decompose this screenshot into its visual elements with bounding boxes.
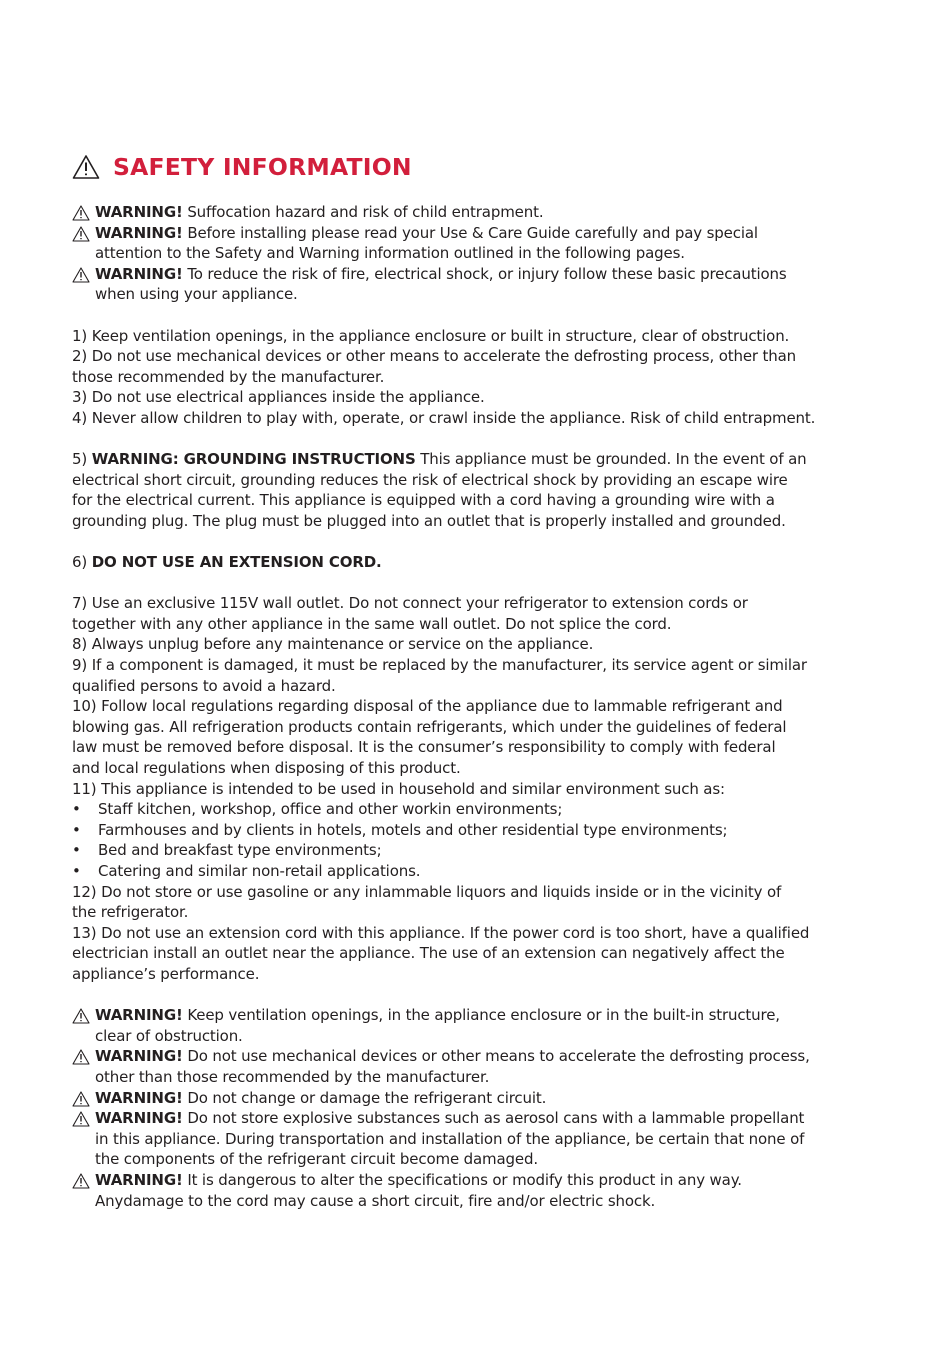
warning-text: Do not use mechanical devices or other means to accelerate the defrosting process, (187, 1047, 810, 1066)
bullet-icon: • (72, 800, 81, 819)
paragraph-line: for the electrical current. This appliance is equipped with a cord having a grounding wire with a (72, 491, 775, 510)
warning-text: in this appliance. During transportation and installation of the appliance, be certain that none of (95, 1129, 805, 1148)
warning-text: Do not change or damage the refrigerant circuit. (187, 1088, 547, 1107)
warning-triangle-icon (72, 1049, 90, 1065)
numbered-items-1-4 (72, 326, 872, 429)
warning-text: attention to the Safety and Warning information outlined in the following pages. (95, 244, 685, 263)
warning-item (72, 1088, 872, 1109)
warning-triangle-icon (72, 1008, 90, 1024)
bullet-icon: • (72, 841, 81, 860)
list-item-text: Farmhouses and by clients in hotels, motels and other residential type environments; (98, 820, 728, 839)
list-item (72, 840, 872, 861)
bullet-icon: • (72, 862, 81, 880)
environment-bullet-list (72, 799, 872, 881)
warning-label: WARNING! (95, 1109, 183, 1128)
paragraph-line: those recommended by the manufacturer. (72, 367, 385, 386)
paragraph-line: 12) Do not store or use gasoline or any inlammable liquors and liquids inside or in the vicinity of (72, 882, 782, 901)
paragraph-line: blowing gas. All refrigeration products contain refrigerants, which under the guidelines of federal (72, 717, 787, 736)
list-item-text: Bed and breakfast type environments; (98, 841, 382, 860)
warning-text: Suffocation hazard and risk of child entrapment. (187, 203, 544, 221)
paragraph-line: 7) Use an exclusive 115V wall outlet. Do not connect your refrigerator to extension cords or (72, 594, 748, 613)
warning-triangle-icon (72, 1173, 90, 1189)
list-item (72, 799, 872, 820)
list-item (72, 820, 872, 841)
warning-item (72, 1005, 872, 1046)
paragraph-line: 13) Do not use an extension cord with this appliance. If the power cord is too short, have a qualified (72, 923, 810, 942)
paragraph-line: 10) Follow local regulations regarding disposal of the appliance due to lammable refrigerant and (72, 697, 783, 716)
warning-item (72, 202, 872, 223)
item-number: 5) (72, 450, 92, 469)
paragraph-line: 1) Keep ventilation openings, in the appliance enclosure or built in structure, clear of obstruction. (72, 326, 790, 345)
warning-item (72, 223, 872, 264)
numbered-items-7-11 (72, 593, 872, 799)
paragraph-line: electrical short circuit, grounding reduces the risk of electrical shock by providing an escape wire (72, 470, 788, 489)
warning-text: Keep ventilation openings, in the appliance enclosure or in the built-in structure, (187, 1006, 780, 1025)
paragraph-line: appliance’s performance. (72, 964, 260, 983)
warning-label: WARNING! (95, 1170, 183, 1189)
warning-text: To reduce the risk of fire, electrical shock, or injury follow these basic precautions (187, 264, 787, 283)
list-item-text: Catering and similar non-retail applications. (98, 862, 421, 880)
warning-triangle-icon (72, 1091, 90, 1107)
warning-triangle-icon (72, 267, 90, 283)
bullet-icon: • (72, 820, 81, 839)
warning-label: WARNING! (95, 223, 183, 242)
grounding-heading: WARNING: GROUNDING INSTRUCTIONS (91, 450, 416, 469)
warning-triangle-icon (72, 205, 90, 221)
warning-triangle-icon (72, 154, 100, 180)
warning-item (72, 1108, 872, 1170)
warning-label: WARNING! (95, 1047, 183, 1066)
extension-cord-notice (72, 552, 872, 573)
paragraph-line: 11) This appliance is intended to be used in household and similar environment such as: (72, 779, 725, 798)
list-item (72, 861, 872, 882)
paragraph-line: qualified persons to avoid a hazard. (72, 676, 336, 695)
warning-item (72, 1170, 872, 1211)
extension-cord-heading: DO NOT USE AN EXTENSION CORD. (91, 553, 382, 572)
warning-label: WARNING! (95, 1006, 183, 1025)
paragraph-line: electrician install an outlet near the appliance. The use of an extension can negatively affect the (72, 944, 785, 963)
paragraph-line: 9) If a component is damaged, it must be replaced by the manufacturer, its service agent or similar (72, 656, 807, 675)
warning-item (72, 1046, 872, 1087)
warning-text: Do not store explosive substances such as aerosol cans with a lammable propellant (187, 1109, 805, 1128)
warning-text: when using your appliance. (95, 285, 298, 304)
warning-triangle-icon (72, 226, 90, 242)
paragraph-line: 4) Never allow children to play with, operate, or crawl inside the appliance. Risk of child entrapment. (72, 408, 816, 427)
paragraph-line: 3) Do not use electrical appliances inside the appliance. (72, 388, 485, 407)
item-number: 6) (72, 553, 92, 572)
section-header (72, 150, 872, 184)
numbered-items-12-13 (72, 882, 872, 985)
paragraph-line: 2) Do not use mechanical devices or other means to accelerate the defrosting process, other than (72, 347, 797, 366)
paragraph-line: the refrigerator. (72, 903, 189, 922)
warning-item (72, 264, 872, 305)
warning-label: WARNING! (95, 203, 183, 221)
page-title: SAFETY INFORMATION (113, 153, 412, 181)
list-item-text: Staff kitchen, workshop, office and other workin environments; (98, 800, 563, 819)
warning-text: the components of the refrigerant circuit become damaged. (95, 1150, 538, 1169)
warning-label: WARNING! (95, 1088, 183, 1107)
warning-list-bottom (72, 1005, 872, 1211)
warning-text: other than those recommended by the manufacturer. (95, 1067, 490, 1086)
paragraph-line: and local regulations when disposing of this product. (72, 759, 461, 778)
warning-label: WARNING! (95, 264, 183, 283)
paragraph-line: 8) Always unplug before any maintenance or service on the appliance. (72, 635, 594, 654)
warning-text: clear of obstruction. (95, 1026, 243, 1045)
warning-list-top (72, 202, 872, 305)
paragraph-line: together with any other appliance in the same wall outlet. Do not splice the cord. (72, 614, 672, 633)
warning-text: Before installing please read your Use & Care Guide carefully and pay special (187, 223, 758, 242)
warning-text: It is dangerous to alter the specifications or modify this product in any way. (187, 1170, 742, 1189)
paragraph-line: law must be removed before disposal. It is the consumer’s responsibility to comply with federal (72, 738, 776, 757)
warning-text: Anydamage to the cord may cause a short circuit, fire and/or electric shock. (95, 1191, 656, 1210)
paragraph-text: This appliance must be grounded. In the event of an (415, 450, 807, 469)
warning-triangle-icon (72, 1111, 90, 1127)
paragraph-line: grounding plug. The plug must be plugged into an outlet that is properly installed and grounded. (72, 511, 786, 530)
safety-page (72, 150, 872, 1211)
grounding-instructions (72, 449, 872, 531)
